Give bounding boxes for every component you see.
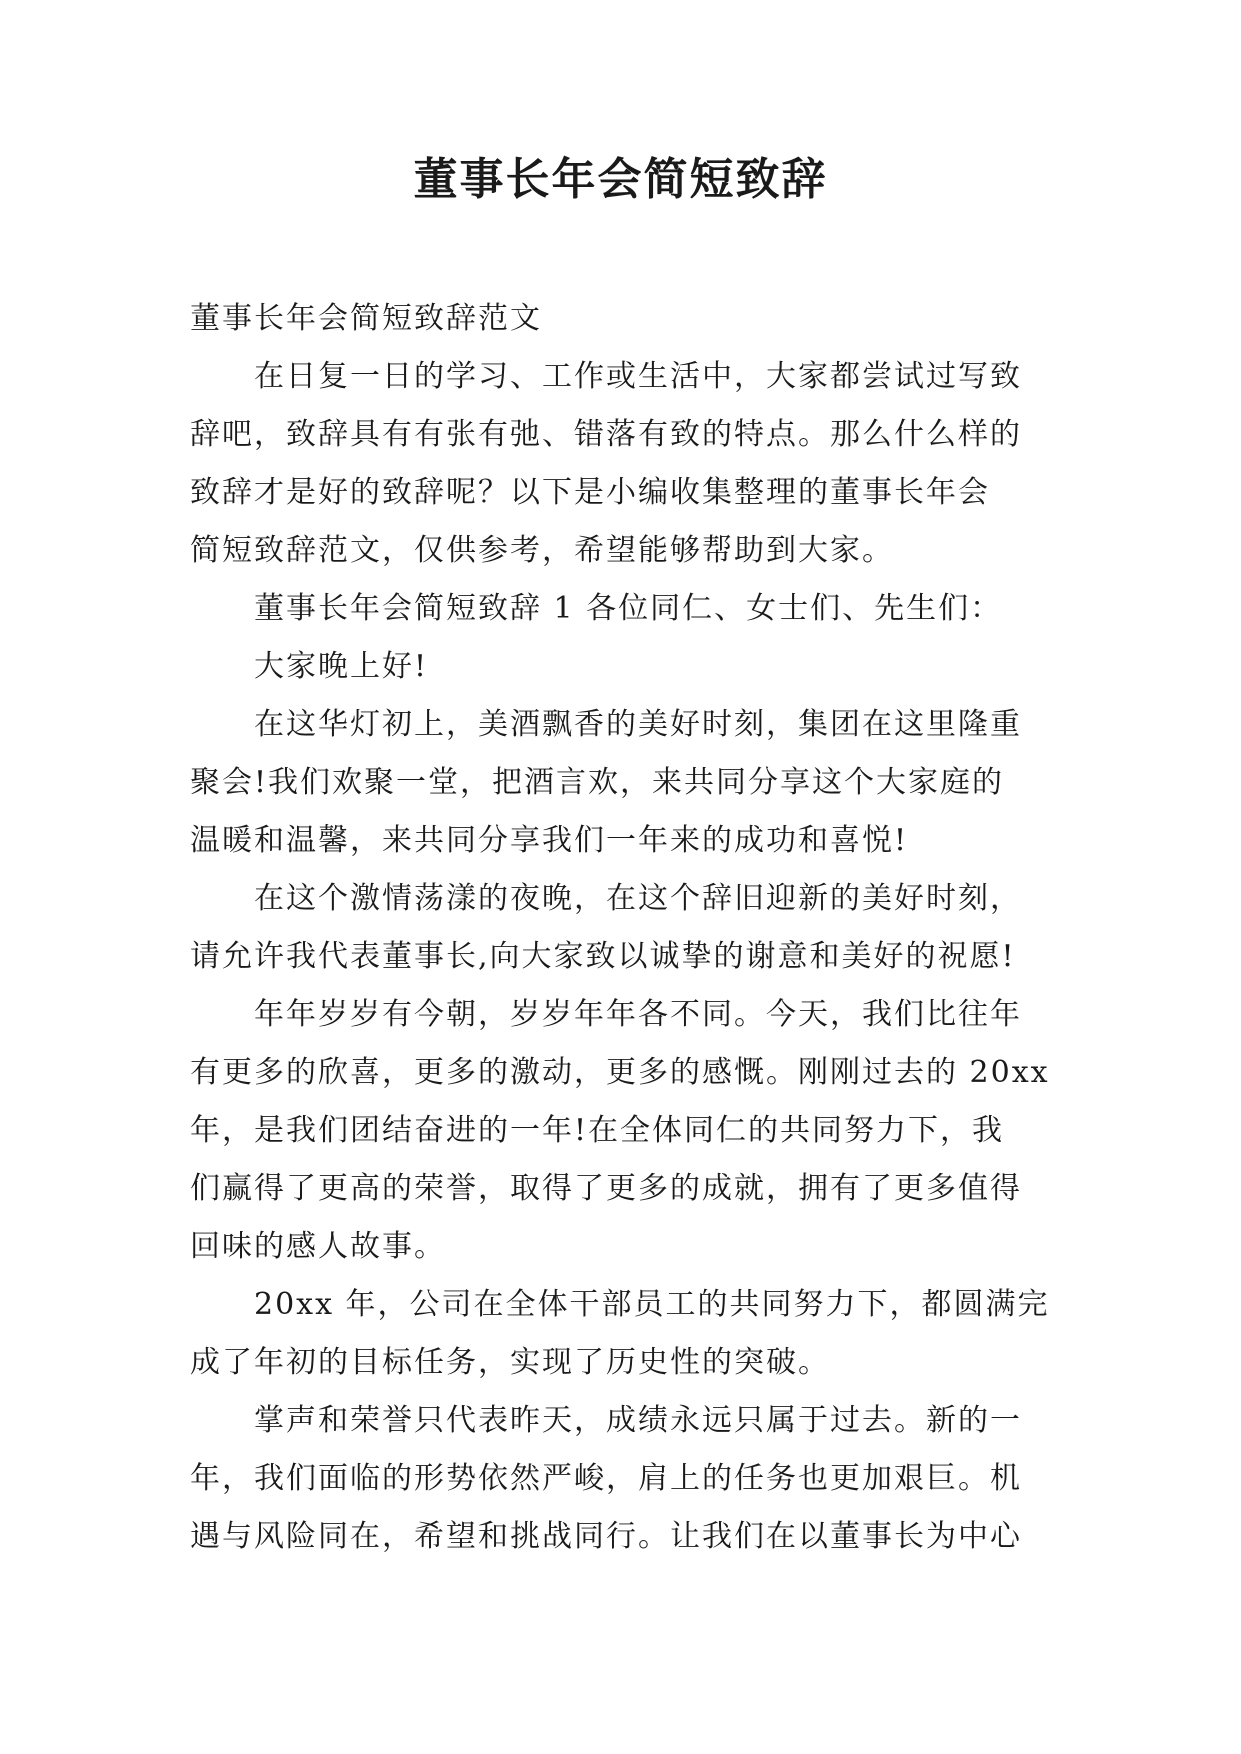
paragraph-line: 聚会!我们欢聚一堂，把酒言欢，来共同分享这个大家庭的 (190, 765, 1005, 800)
paragraph-line: 在这个激情荡漾的夜晚，在这个辞旧迎新的美好时刻， (254, 881, 1022, 916)
paragraph-line: 年，我们面临的形势依然严峻，肩上的任务也更加艰巨。机 (190, 1461, 1022, 1496)
paragraph-line: 们赢得了更高的荣誉，取得了更多的成就，拥有了更多值得 (190, 1171, 1022, 1206)
paragraph-line: 遇与风险同在，希望和挑战同行。让我们在以董事长为中心 (190, 1519, 1022, 1554)
paragraph-line: 成了年初的目标任务，实现了历史性的突破。 (190, 1345, 830, 1380)
paragraph-line: 大家晚上好! (254, 649, 429, 684)
paragraph-line: 有更多的欣喜，更多的激动，更多的感慨。刚刚过去的 20xx (190, 1055, 1050, 1090)
paragraph-line: 辞吧，致辞具有有张有弛、错落有致的特点。那么什么样的 (190, 417, 1022, 452)
paragraph-line: 掌声和荣誉只代表昨天，成绩永远只属于过去。新的一 (254, 1403, 1022, 1438)
paragraph-line: 20xx 年，公司在全体干部员工的共同努力下，都圆满完 (254, 1287, 1050, 1322)
paragraph-line: 在日复一日的学习、工作或生活中，大家都尝试过写致 (254, 359, 1022, 394)
subtitle-line: 董事长年会简短致辞范文 (190, 301, 542, 336)
document-title: 董事长年会简短致辞 (413, 154, 828, 205)
paragraph-line: 温暖和温馨，来共同分享我们一年来的成功和喜悦! (190, 823, 909, 858)
paragraph-line: 在这华灯初上，美酒飘香的美好时刻，集团在这里隆重 (254, 707, 1022, 742)
paragraph-line: 年，是我们团结奋进的一年!在全体同仁的共同努力下，我 (190, 1113, 1005, 1148)
paragraph-line: 简短致辞范文，仅供参考，希望能够帮助到大家。 (190, 533, 894, 568)
document-body (190, 290, 1060, 1566)
paragraph-line: 董事长年会简短致辞 1 各位同仁、女士们、先生们： (254, 591, 1003, 626)
paragraph-line: 致辞才是好的致辞呢？以下是小编收集整理的董事长年会 (190, 475, 990, 510)
paragraph-line: 请允许我代表董事长,向大家致以诚挚的谢意和美好的祝愿! (190, 939, 1016, 974)
paragraph-line: 回味的感人故事。 (190, 1229, 446, 1264)
paragraph-line: 年年岁岁有今朝，岁岁年年各不同。今天，我们比往年 (254, 997, 1022, 1032)
